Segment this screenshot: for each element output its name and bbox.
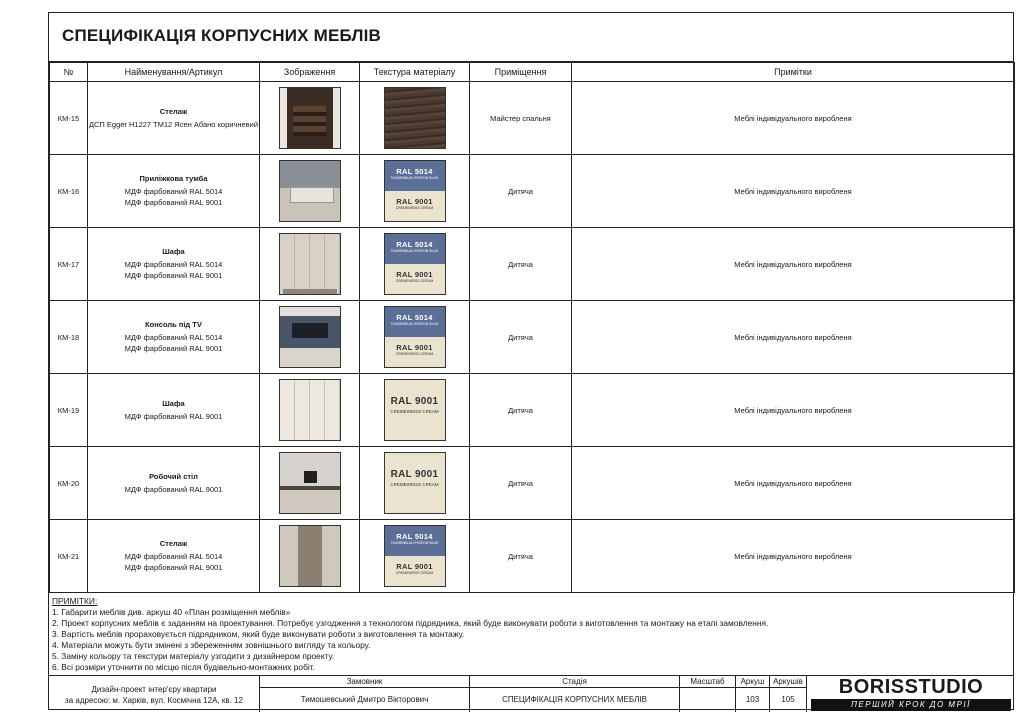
notes-section	[49, 592, 1013, 675]
item-number: КМ-21	[50, 520, 88, 593]
texture-cell	[360, 82, 470, 155]
title-block	[49, 675, 1013, 711]
ral-color-swatch	[384, 233, 446, 295]
item-material: МДФ фарбований RAL 5014	[124, 552, 223, 561]
item-material: МДФ фарбований RAL 9001	[124, 198, 223, 207]
item-material: МДФ фарбований RAL 5014	[124, 333, 223, 342]
sheets-total: 105	[770, 688, 807, 712]
bedside-table-photo	[279, 160, 341, 222]
item-room: Майстер спальня	[470, 82, 572, 155]
item-name: Стелаж	[159, 106, 188, 116]
item-name-cell	[88, 447, 260, 520]
scale-value	[680, 688, 736, 712]
item-image-cell	[260, 301, 360, 374]
item-number: КМ-19	[50, 374, 88, 447]
title-bar	[49, 13, 1013, 62]
tv-console-photo	[279, 306, 341, 368]
col-header-number: №	[50, 63, 88, 82]
stage-value: СПЕЦИФІКАЦІЯ КОРПУСНИХ МЕБЛІВ	[470, 688, 680, 712]
item-image-cell	[260, 155, 360, 228]
item-material: МДФ фарбований RAL 5014	[124, 187, 223, 196]
item-image-cell	[260, 228, 360, 301]
swatch-top: RAL 5014 TAUBENBLAU PIGEON BLUE	[385, 234, 445, 264]
item-note: Меблі індивідуального виробленя	[572, 374, 1015, 447]
table-row	[50, 447, 1015, 520]
ral-color-swatch	[384, 452, 446, 514]
swatch-bottom: RAL 9001 CREMEWEISS CREAM	[385, 264, 445, 294]
item-name: Шафа	[162, 247, 185, 256]
client-label: Замовник	[260, 676, 470, 688]
table-row	[50, 82, 1015, 155]
stage-label: Стадія	[470, 676, 680, 688]
item-name: Шафа	[162, 398, 185, 408]
swatch-top: RAL 5014 TAUBENBLAU PIGEON BLUE	[385, 526, 445, 556]
ral-color-swatch	[384, 160, 446, 222]
studio-logo	[807, 676, 1015, 712]
item-image-cell	[260, 82, 360, 155]
texture-cell	[360, 228, 470, 301]
item-material: МДФ фарбований RAL 9001	[124, 411, 223, 421]
dark-shelving-photo	[279, 87, 341, 149]
wardrobe-light-photo	[279, 379, 341, 441]
item-name: Стелаж	[159, 539, 188, 548]
item-image-cell	[260, 520, 360, 593]
note-line: 4. Матеріали можуть бути змінені з збереженням зовнішнього вигляду та кольору.	[52, 640, 371, 650]
specification-sheet	[48, 12, 1014, 710]
item-room: Дитяча	[470, 155, 572, 228]
wood-texture-swatch	[384, 87, 446, 149]
logo-text: BORISSTUDIO	[838, 676, 984, 698]
sheet-number: 103	[736, 688, 770, 712]
swatch-bottom: RAL 9001 CREMEWEISS CREAM	[385, 191, 445, 221]
col-header-texture: Текстура матеріалу	[360, 63, 470, 82]
swatch-bottom: RAL 9001 CREMEWEISS CREAM	[385, 556, 445, 586]
item-name-cell	[88, 228, 260, 301]
note-line: 2. Проект корпусних меблів є заданням на проектування. Потребує узгодження з технологом підрядника, який буде виконувати роботи з виготовлення та монтажу на етапі замовлення.	[52, 618, 769, 628]
item-name-cell	[88, 374, 260, 447]
col-header-name: Найменування/Артикул	[88, 63, 260, 82]
notes-header: ПРИМІТКИ:	[52, 596, 98, 606]
item-name-cell	[88, 82, 260, 155]
item-image-cell	[260, 447, 360, 520]
ral-color-swatch	[384, 379, 446, 441]
table-header-row	[50, 63, 1015, 82]
item-number: КМ-16	[50, 155, 88, 228]
item-material: МДФ фарбований RAL 5014	[124, 260, 223, 269]
shelving-photo	[279, 525, 341, 587]
ral-color-swatch	[384, 306, 446, 368]
item-room: Дитяча	[470, 447, 572, 520]
sheet-label: Аркуш	[736, 676, 770, 688]
item-material: МДФ фарбований RAL 9001	[124, 344, 223, 353]
item-number: КМ-15	[50, 82, 88, 155]
texture-cell	[360, 155, 470, 228]
item-number: КМ-18	[50, 301, 88, 374]
page-title: СПЕЦИФІКАЦІЯ КОРПУСНИХ МЕБЛІВ	[62, 26, 382, 45]
texture-cell	[360, 520, 470, 593]
item-room: Дитяча	[470, 301, 572, 374]
item-note: Меблі індивідуального виробленя	[572, 447, 1015, 520]
furniture-spec-table	[49, 62, 1015, 593]
item-image-cell	[260, 374, 360, 447]
wardrobe-photo	[279, 233, 341, 295]
item-number: КМ-17	[50, 228, 88, 301]
item-name-cell	[88, 520, 260, 593]
swatch-full: RAL 9001 CREMEWEISS CREAM	[385, 453, 445, 513]
item-name: Консоль під TV	[145, 320, 202, 329]
project-address: за адресою: м. Харків, вул. Космічна 12А, кв. 12	[65, 696, 243, 705]
note-line: 5. Заміну кольору та текстури матеріалу узгодити з дизайнером проекту.	[52, 651, 335, 661]
item-room: Дитяча	[470, 520, 572, 593]
item-material: ДСП Egger H1227 TM12 Ясен Абано коричневий	[88, 119, 259, 129]
swatch-full: RAL 9001 CREMEWEISS CREAM	[385, 380, 445, 440]
swatch-top: RAL 5014 TAUBENBLAU PIGEON BLUE	[385, 307, 445, 337]
col-header-image: Зображення	[260, 63, 360, 82]
item-note: Меблі індивідуального виробленя	[572, 82, 1015, 155]
note-line: 6. Всі розміри уточнити по місцю після будівельно-монтажних робіт.	[52, 662, 315, 672]
client-name: Тимошевський Дмитро Вікторович	[260, 688, 470, 712]
item-note: Меблі індивідуального виробленя	[572, 520, 1015, 593]
table-row	[50, 155, 1015, 228]
item-material: МДФ фарбований RAL 9001	[124, 271, 223, 280]
texture-cell	[360, 447, 470, 520]
item-room: Дитяча	[470, 374, 572, 447]
project-title: Дизайн-проект інтер'єру квартири	[91, 685, 217, 694]
table-row	[50, 520, 1015, 593]
col-header-notes: Примітки	[572, 63, 1015, 82]
scale-label: Масштаб	[680, 676, 736, 688]
item-note: Меблі індивідуального виробленя	[572, 228, 1015, 301]
texture-cell	[360, 301, 470, 374]
item-note: Меблі індивідуального виробленя	[572, 155, 1015, 228]
table-row	[50, 374, 1015, 447]
item-note: Меблі індивідуального виробленя	[572, 301, 1015, 374]
note-line: 3. Вартість меблів прораховується підрядником, який буде виконувати роботи з виготовлення та монтажу.	[52, 629, 465, 639]
item-room: Дитяча	[470, 228, 572, 301]
col-header-room: Приміщення	[470, 63, 572, 82]
item-name: Робочий стіл	[149, 471, 198, 481]
texture-cell	[360, 374, 470, 447]
item-name-cell	[88, 155, 260, 228]
item-material: МДФ фарбований RAL 9001	[124, 484, 223, 494]
table-row	[50, 301, 1015, 374]
item-number: КМ-20	[50, 447, 88, 520]
swatch-top: RAL 5014 TAUBENBLAU PIGEON BLUE	[385, 161, 445, 191]
logo-slogan: ПЕРШИЙ КРОК ДО МРІЇ	[811, 699, 1011, 711]
item-name: Приліжкова тумба	[139, 174, 208, 183]
sheets-label: Аркушів	[770, 676, 807, 688]
ral-color-swatch	[384, 525, 446, 587]
note-line: 1. Габарити меблів див. аркуш 40 «План розміщення меблів»	[52, 607, 291, 617]
item-name-cell	[88, 301, 260, 374]
table-row	[50, 228, 1015, 301]
item-material: МДФ фарбований RAL 9001	[124, 563, 223, 572]
project-info	[49, 676, 260, 712]
swatch-bottom: RAL 9001 CREMEWEISS CREAM	[385, 337, 445, 367]
desk-photo	[279, 452, 341, 514]
